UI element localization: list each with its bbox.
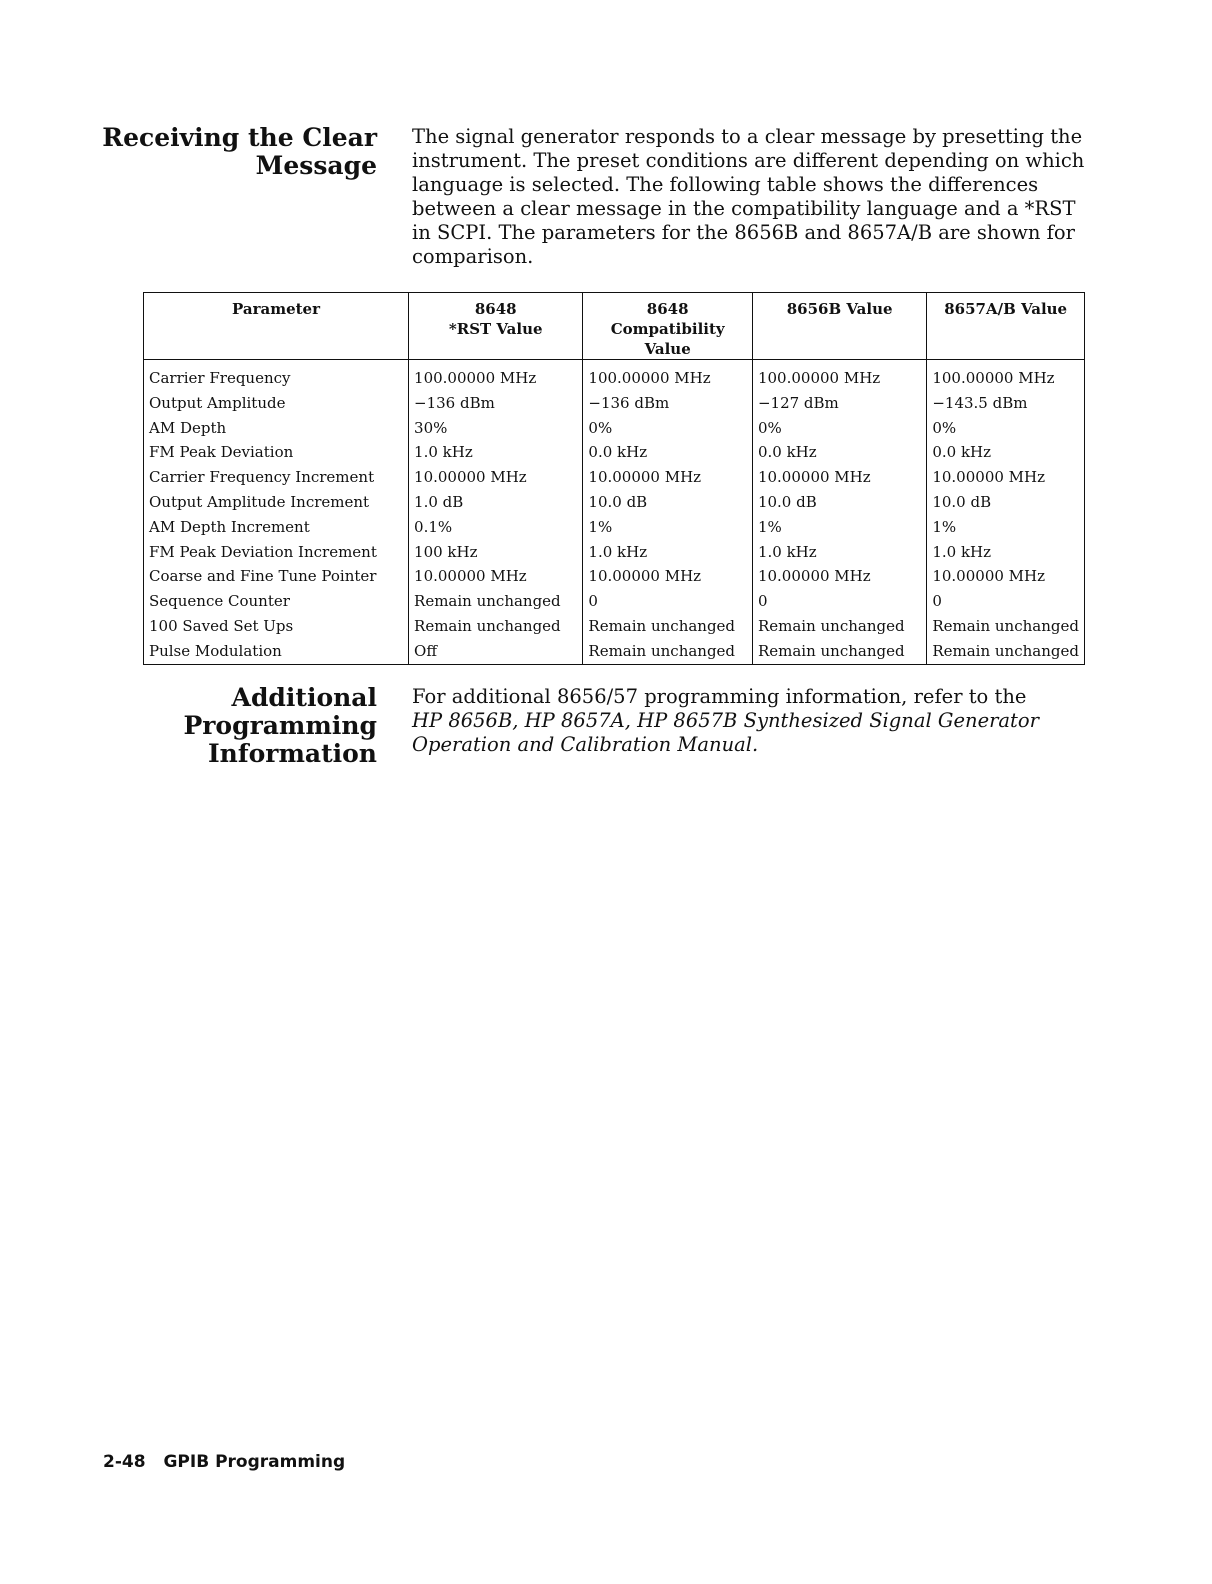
table-cell: 0 (927, 589, 1085, 614)
paragraph-line: between a clear message in the compatibility language and a *RST (412, 197, 1076, 220)
table-cell: Carrier Frequency Increment (144, 465, 409, 490)
paragraph-line: instrument. The preset conditions are different depending on which (412, 149, 1085, 172)
table-row (144, 490, 1085, 515)
table-cell: −143.5 dBm (927, 391, 1085, 416)
table-cell: Off (409, 639, 583, 664)
manual-title-line: Operation and Calibration Manual. (412, 733, 759, 756)
heading-line: Message (255, 151, 377, 180)
paragraph-line: comparison. (412, 245, 534, 268)
header-text: *RST Value (448, 320, 543, 338)
table-cell: Output Amplitude (144, 391, 409, 416)
heading-line: Additional (231, 683, 377, 712)
table-cell: Coarse and Fine Tune Pointer (144, 564, 409, 589)
table-row (144, 465, 1085, 490)
table-cell: 1% (583, 515, 753, 540)
header-text: Compatibility Value (610, 320, 725, 358)
table-cell: 0% (583, 416, 753, 441)
section2-paragraph (412, 685, 1072, 757)
table-cell: Remain unchanged (927, 614, 1085, 639)
table-row (144, 360, 1085, 391)
table-row (144, 540, 1085, 565)
table-cell: 0.0 kHz (927, 440, 1085, 465)
chapter-title: GPIB Programming (163, 1452, 346, 1472)
header-text: 8648 (646, 300, 689, 318)
column-header-8657ab (927, 293, 1085, 360)
column-header-8648-rst (409, 293, 583, 360)
table-cell: 10.00000 MHz (752, 465, 926, 490)
table-cell: 0.0 kHz (752, 440, 926, 465)
page-footer (103, 1452, 345, 1472)
table-header-row (144, 293, 1085, 360)
table-cell: 1.0 kHz (583, 540, 753, 565)
table-cell: 10.00000 MHz (583, 564, 753, 589)
table-cell: 100.00000 MHz (583, 360, 753, 391)
table-cell: 10.00000 MHz (752, 564, 926, 589)
table-cell: FM Peak Deviation (144, 440, 409, 465)
table-row (144, 440, 1085, 465)
column-header-parameter (144, 293, 409, 360)
table-row (144, 589, 1085, 614)
table-cell: 10.00000 MHz (927, 564, 1085, 589)
table-cell: 0% (927, 416, 1085, 441)
table-cell: −127 dBm (752, 391, 926, 416)
table-row (144, 515, 1085, 540)
table-cell: Remain unchanged (409, 614, 583, 639)
table-cell: 100.00000 MHz (927, 360, 1085, 391)
section-heading-additional-programming-information (100, 684, 377, 768)
table-cell: Sequence Counter (144, 589, 409, 614)
column-header-8648-compatibility (583, 293, 753, 360)
table-cell: 100.00000 MHz (409, 360, 583, 391)
table-cell: 0.1% (409, 515, 583, 540)
table-cell: 0 (583, 589, 753, 614)
table-cell: Pulse Modulation (144, 639, 409, 664)
table-cell: 10.0 dB (927, 490, 1085, 515)
heading-line: Information (207, 739, 377, 768)
table-cell: 10.00000 MHz (927, 465, 1085, 490)
table-cell: −136 dBm (583, 391, 753, 416)
table-cell: 1% (752, 515, 926, 540)
table-cell: FM Peak Deviation Increment (144, 540, 409, 565)
header-text: 8656B Value (786, 300, 893, 318)
header-text: 8648 (474, 300, 517, 318)
table-cell: 1.0 kHz (409, 440, 583, 465)
table-cell: 30% (409, 416, 583, 441)
header-text: 8657A/B Value (944, 300, 1068, 318)
table-cell: Remain unchanged (752, 639, 926, 664)
table-cell: −136 dBm (409, 391, 583, 416)
table-cell: 0.0 kHz (583, 440, 753, 465)
page-number: 2-48 (103, 1452, 146, 1472)
table-cell: 100 Saved Set Ups (144, 614, 409, 639)
section1-paragraph (412, 125, 1085, 269)
column-header-8656b (752, 293, 926, 360)
table-cell: Remain unchanged (583, 639, 753, 664)
table-row (144, 639, 1085, 664)
paragraph-line: For additional 8656/57 programming information, refer to the (412, 685, 1027, 708)
heading-line: Receiving the Clear (102, 123, 377, 152)
table-row (144, 564, 1085, 589)
paragraph-line: The signal generator responds to a clear message by presetting the (412, 125, 1083, 148)
header-text: Parameter (232, 300, 321, 318)
table-cell: 1.0 kHz (927, 540, 1085, 565)
table-cell: Remain unchanged (752, 614, 926, 639)
section-heading-receiving-clear-message (100, 124, 377, 180)
paragraph-line: language is selected. The following table shows the differences (412, 173, 1039, 196)
table-cell: 0 (752, 589, 926, 614)
table-cell: 10.0 dB (583, 490, 753, 515)
table-cell: 1.0 dB (409, 490, 583, 515)
table-row (144, 416, 1085, 441)
table-cell: 10.0 dB (752, 490, 926, 515)
table-cell: 10.00000 MHz (409, 564, 583, 589)
table-cell: 10.00000 MHz (583, 465, 753, 490)
table-cell: 100.00000 MHz (752, 360, 926, 391)
table-cell: 100 kHz (409, 540, 583, 565)
preset-comparison-table (143, 292, 1085, 665)
table-cell: AM Depth Increment (144, 515, 409, 540)
table-cell: Remain unchanged (409, 589, 583, 614)
table-cell: Remain unchanged (583, 614, 753, 639)
table-cell: Output Amplitude Increment (144, 490, 409, 515)
table-cell: 0% (752, 416, 926, 441)
table-cell: AM Depth (144, 416, 409, 441)
table-cell: 10.00000 MHz (409, 465, 583, 490)
table-cell: Remain unchanged (927, 639, 1085, 664)
table-row (144, 614, 1085, 639)
paragraph-line: in SCPI. The parameters for the 8656B and 8657A/B are shown for (412, 221, 1075, 244)
table-cell: 1.0 kHz (752, 540, 926, 565)
table-cell: 1% (927, 515, 1085, 540)
heading-line: Programming (183, 711, 377, 740)
table-row (144, 391, 1085, 416)
manual-title-line: HP 8656B, HP 8657A, HP 8657B Synthesized Signal Generator (412, 709, 1039, 732)
table-cell: Carrier Frequency (144, 360, 409, 391)
